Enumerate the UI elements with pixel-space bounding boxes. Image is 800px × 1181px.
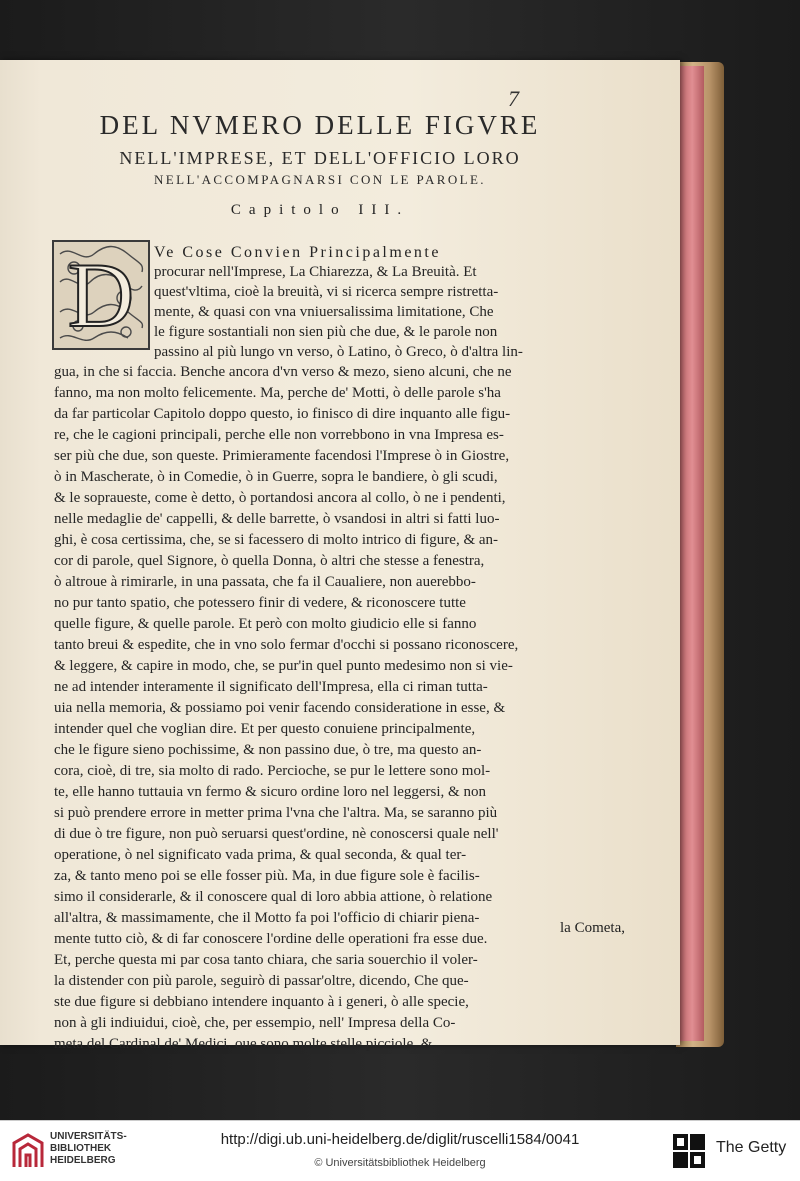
permalink-url[interactable]: http://digi.ub.uni-heidelberg.de/diglit/ruscelli1584/0041 [220,1131,580,1148]
text-line: da far particolar Capitolo doppo questo, io finisco di dire inquanto alle figu- [54,406,511,422]
text-line: tanto breui & espedite, che in vno solo fermar d'occhi si possano riconoscere, [54,637,519,653]
text-line: la distender con più parole, seguirò di passar'oltre, dicendo, Che que- [54,973,469,989]
chapter-title-line-3: NELL'ACCOMPAGNARSI CON LE PAROLE. [154,172,486,187]
text-line: Et, perche questa mi par cosa tanto chiara, che saria souerchio il voler- [54,952,478,968]
text-line: no pur tanto spatio, che potessero finir di vedere, & riconoscere tutte [54,595,466,611]
getty-logo-icon[interactable] [672,1133,706,1169]
text-line: all'altra, & massimamente, che il Motto fa poi l'officio di chiarir piena- [54,910,480,926]
text-line: quelle figure, & quelle parole. Et però con molto giudicio elle si fanno [54,616,477,632]
decorated-initial [52,240,150,350]
footer-bar [0,1120,800,1181]
text-line: quest'vltima, cioè la breuità, vi si ricerca sempre ristretta- [154,284,499,300]
text-line: fanno, ma non molto felicemente. Ma, perche de' Motti, ò delle parole s'ha [54,385,501,401]
catchword: la Cometa, [560,920,625,936]
text-line: re, che le cagioni principali, perche elle non vorrebbono in vna Impresa es- [54,427,504,443]
text-line: ò in Mascherate, ò in Comedie, ò in Guerre, sopra le bandiere, ò gli scudi, [54,469,498,485]
text-line: & leggere, & capire in modo, che, se pur'in quel punto medesimo non si vie- [54,658,513,674]
text-line: operatione, ò nel significato vada prima, & qual seconda, & qual ter- [54,847,467,863]
institution-line: HEIDELBERG [50,1155,116,1166]
text-line: ghi, è cosa certissima, che, se si facessero di molto intrico di figure, & an- [54,532,499,548]
university-library-logo-icon[interactable] [10,1133,46,1169]
text-line: le figure sostantiali non sien più che due, & le parole non [154,324,498,340]
text-line: si può prendere errore in metter prima l'vna che l'altra. Ma, se saranno più [54,805,498,821]
book-page [0,60,680,1052]
university-library-name[interactable] [50,1131,127,1167]
page-number: 7 [508,86,519,111]
text-line: ser più che due, son queste. Primieramente facendosi l'Imprese ò in Giostre, [54,448,510,464]
text-line: nelle medaglie de' cappelli, & delle barrette, ò vsandosi in altri si fatti luo- [54,511,500,527]
text-line: mente, & quasi con vna vniuersalissima limitatione, Che [154,304,494,320]
text-line: mente tutto ciò, & di far conoscere l'ordine delle operationi fra esse due. [54,931,488,947]
institution-line: BIBLIOTHEK [50,1143,112,1154]
text-line: uia nella memoria, & possiamo poi venir facendo consideratione in esse, & [54,700,506,716]
book-red-edge [678,66,704,1041]
text-line: simo il considerarle, & il conoscere qual di loro abbia attione, ò relatione [54,889,493,905]
text-line: ste due figure si debbiano intendere inquanto à i generi, ò alle specie, [54,994,469,1010]
text-line: passino al più lungo vn verso, ò Latino, ò Greco, ò d'altra lin- [154,344,523,360]
text-line: di due ò tre figure, non può seruarsi quest'ordine, nè conoscersi quale nell' [54,826,499,842]
text-line: procurar nell'Imprese, La Chiarezza, & La Breuità. Et [154,264,477,280]
text-line: gua, in che si faccia. Benche ancora d'vn verso & mezo, sieno alcuni, che ne [54,364,512,380]
text-line: ò altroue à rimirarle, in una passata, che fa il Caualiere, non auerebbo- [54,574,476,590]
text-line: za, & tanto meno poi se elle fosser più. Ma, in due figure sole è facilis- [54,868,480,884]
text-line: meta del Cardinal de' Medici, oue sono molte stelle picciole, & [54,1036,433,1052]
text-line: te, elle hanno tuttauia vn fermo & sicuro ordine loro nel leggersi, & non [54,784,486,800]
text-line: intender quel che voglian dire. Et per questo conuiene principalmente, [54,721,476,737]
copyright-notice: © Universitätsbibliothek Heidelberg [314,1157,486,1169]
initial-letter: D [67,244,135,346]
text-line: cora, cioè, di tre, sia molto di rado. Percioche, se pur le lettere sono mol- [54,763,491,779]
text-line: che le figure sieno pochissime, & non passino due, ò tre, ma questo an- [54,742,482,758]
text-line: Ve Cose Convien Principalmente [154,244,441,261]
institution-line: UNIVERSITÄTS- [50,1131,127,1142]
text-line: cor di parole, quel Signore, ò quella Donna, ò altri che stesse a fenestra, [54,553,485,569]
text-line: ne ad intender interamente il significato dell'Impresa, ella ci riman tutta- [54,679,488,695]
chapter-title-line-2: NELL'IMPRESE, ET DELL'OFFICIO LORO [119,148,521,168]
text-line: non à gli indiuidui, cioè, che, per essempio, nell' Impresa della Co- [54,1015,456,1031]
partner-name[interactable]: The Getty [716,1139,787,1156]
chapter-heading: Capitolo III. [230,202,410,218]
chapter-title-line-1: DEL NVMERO DELLE FIGVRE [99,110,541,140]
text-line: & le sopraueste, come è detto, ò portandosi ancora al collo, ò ne i pendenti, [54,490,506,506]
